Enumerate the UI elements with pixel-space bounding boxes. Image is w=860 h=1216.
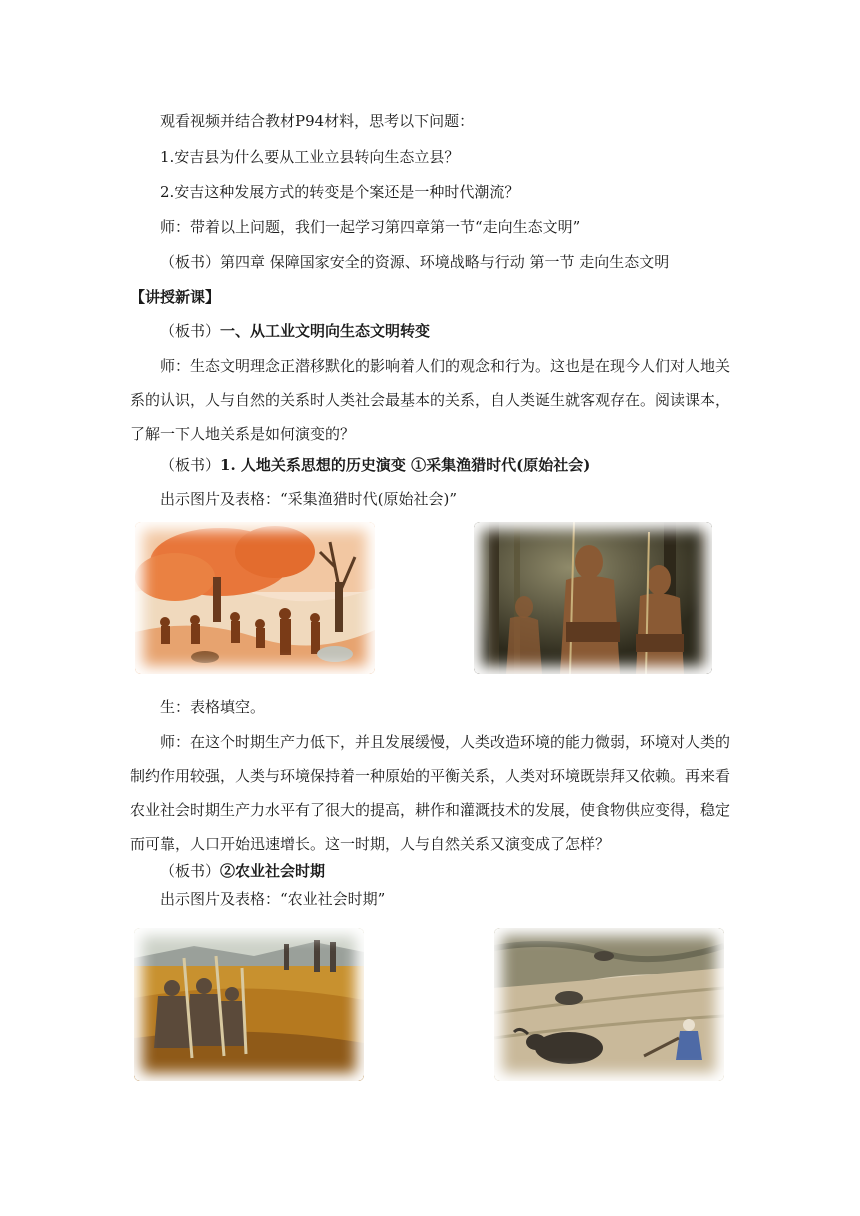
buffalo-ploughing-painting: [494, 928, 724, 1081]
board-title-2: 1. 人地关系思想的历史演变 ①采集渔猎时代(原始社会): [220, 456, 591, 474]
student-line: 生：表格填空。: [160, 698, 266, 716]
board-title-3: ②农业社会时期: [220, 862, 326, 880]
question-1: 1.安吉县为什么要从工业立县转向生态立县？: [160, 148, 460, 166]
board-heading-1: [130, 314, 730, 348]
question-2: 2.安吉这种发展方式的转变是个案还是一种时代潮流？: [160, 183, 520, 201]
farmers-tilling-photo: [134, 928, 364, 1081]
board-prefix: （板书）: [160, 322, 221, 340]
teacher-paragraph-1: 师：生态文明理念正潜移默化的影响着人们的观念和行为。这也是在现今人们对人地关系的认识，人与自然的关系时人类社会最基本的关系，自人类诞生就客观存在。阅读课本，了解一下人地关系是如何演变的？: [130, 357, 731, 443]
show-pictures-line-2: 出示图片及表格：“农业社会时期”: [160, 890, 386, 908]
hunters-in-forest-photo: [474, 522, 712, 674]
teacher-paragraph-2: 师：在这个时期生产力低下，并且发展缓慢，人类改造环境的能力微弱，环境对人类的制约作用较强，人类与环境保持着一种原始的平衡关系，人类对环境既崇拜又依赖。再来看农业社会时期生产力水平有了很大的提高，耕作和灌溉技术的发展，使食物供应变得，稳定而可靠，人口开始迅速增长。这一时期，人与自然关系又演变成了怎样？: [130, 733, 731, 853]
primitive-society-illustration: [135, 522, 375, 674]
board-title-1: 一、从工业文明向生态文明转变: [220, 322, 431, 340]
section-heading-new-lesson: 【讲授新课】: [130, 288, 221, 306]
board-chapter: （板书）第四章 保障国家安全的资源、环境战略与行动 第一节 走向生态文明: [160, 253, 670, 271]
board-heading-2: [130, 448, 730, 482]
teacher-line-1: 师：带着以上问题，我们一起学习第四章第一节“走向生态文明”: [160, 218, 581, 236]
board-prefix: （板书）: [160, 456, 221, 474]
intro-line: 观看视频并结合教材P94材料，思考以下问题：: [160, 112, 475, 130]
board-prefix: （板书）: [160, 862, 221, 880]
show-pictures-line-1: 出示图片及表格：“采集渔猎时代(原始社会)”: [160, 490, 458, 508]
